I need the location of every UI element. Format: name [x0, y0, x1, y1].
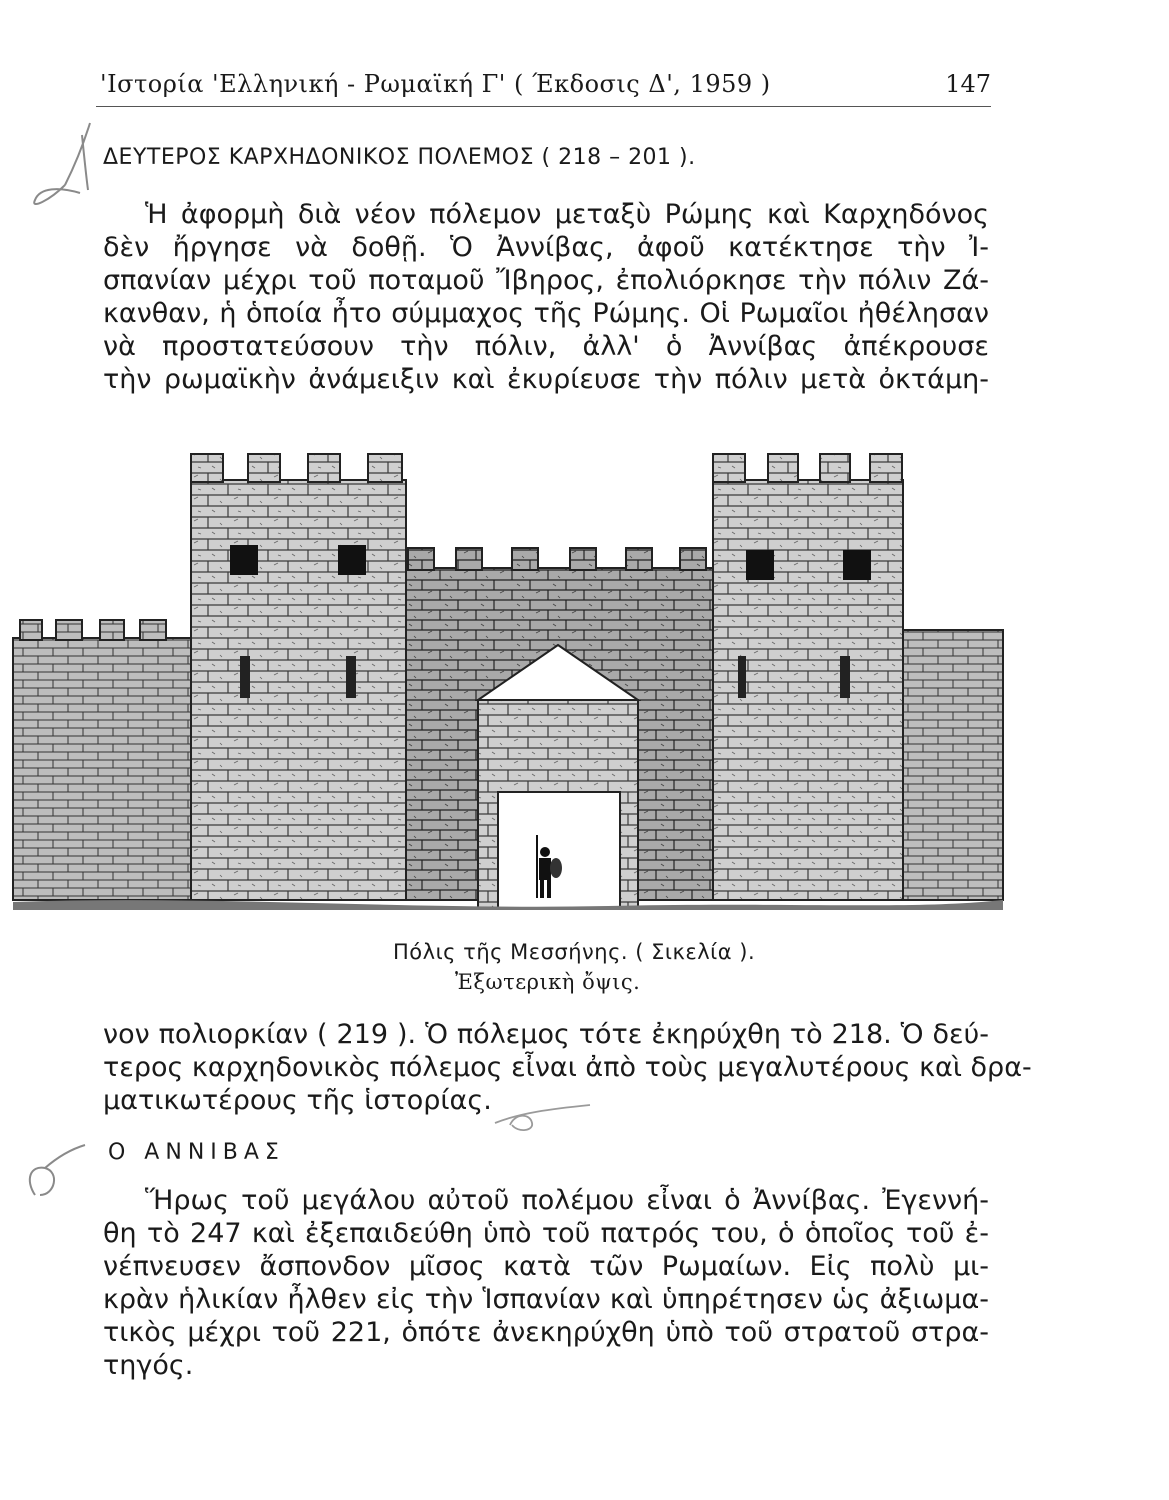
text-line: ματικωτέρους τῆς ἱστορίας. — [103, 1085, 492, 1116]
section-heading-hannibal: Ο ΑΝΝΙΒΑΣ — [108, 1140, 285, 1165]
paragraph-continued — [103, 1018, 1032, 1117]
page-number: 147 — [945, 70, 991, 98]
running-header-title: 'Ιστορία 'Ελληνική - Ρωμαϊκή Γ' ( Έκδοσις Δ', 1959 ) — [100, 70, 771, 98]
section-heading-second-punic-war: ΔΕΥΤΕΡΟΣ ΚΑΡΧΗΔΟΝΙΚΟΣ ΠΟΛΕΜΟΣ ( 218 – 201 ). — [103, 145, 696, 170]
text-line: τικὸς μέχρι τοῦ 221, ὁπότε ἀνεκηρύχθη ὑπὸ τοῦ στρατοῦ στρα- — [103, 1317, 989, 1348]
text-line: σπανίαν μέχρι τοῦ ποταμοῦ Ἴβηρος, ἐπολιόρκησε τὴν πόλιν Ζά- — [103, 265, 989, 296]
text-line: κανθαν, ἡ ὁποία ἦτο σύμμαχος τῆς Ρώμης. Οἱ Ρωμαῖοι ἠθέλησαν — [103, 298, 989, 329]
pencil-margin-mark-top — [20, 115, 100, 225]
text-line: νὰ προστατεύσουν τὴν πόλιν, ἀλλ' ὁ Ἀννίβας ἀπέκρουσε — [103, 331, 989, 362]
text-line: νον πολιορκίαν ( 219 ). Ὁ πόλεμος τότε ἐκηρύχθη τὸ 218. Ὁ δεύ- — [103, 1019, 989, 1050]
text-line: δὲν ἤργησε νὰ δοθῇ. Ὁ Ἀννίβας, ἀφοῦ κατέκτησε τὴν Ἰ- — [103, 232, 989, 263]
text-line: τερος καρχηδονικὸς πόλεμος εἶναι ἀπὸ τοὺς μεγαλυτέρους καὶ δρα- — [103, 1052, 1032, 1083]
text-line: Ἡ ἀφορμὴ διὰ νέον πόλεμον μεταξὺ Ρώμης καὶ Καρχηδόνος — [145, 199, 989, 230]
text-line: νέπνευσεν ἄσπονδον μῖσος κατὰ τῶν Ρωμαίων. Εἰς πολὺ μι- — [103, 1251, 989, 1282]
figure-caption-line-1: Πόλις τῆς Μεσσήνης. ( Σικελία ). — [393, 940, 756, 964]
paragraph-intro — [103, 198, 989, 396]
text-line: τὴν ρωμαϊκὴν ἀνάμειξιν καὶ ἐκυρίευσε τὴν πόλιν μετὰ ὀκτάμη- — [103, 364, 989, 395]
text-line: κρὰν ἡλικίαν ἦλθεν εἰς τὴν Ἱσπανίαν καὶ ὑπηρέτησεν ὡς ἀξιωμα- — [103, 1284, 989, 1315]
figure-caption-line-2: Ἐξωτερικὴ ὄψις. — [455, 970, 641, 994]
pencil-margin-mark-bottom — [15, 1140, 95, 1210]
text-line: τηγός. — [103, 1350, 194, 1381]
paragraph-hannibal — [103, 1184, 989, 1382]
city-gate-illustration — [8, 440, 1008, 920]
header-rule — [96, 106, 991, 107]
text-line: θη τὸ 247 καὶ ἐξεπαιδεύθη ὑπὸ τοῦ πατρός του, ὁ ὁποῖος τοῦ ἐ- — [103, 1218, 989, 1249]
text-line: Ἥρως τοῦ μεγάλου αὐτοῦ πολέμου εἶναι ὁ Ἀννίβας. Ἐγεννή- — [145, 1185, 989, 1216]
